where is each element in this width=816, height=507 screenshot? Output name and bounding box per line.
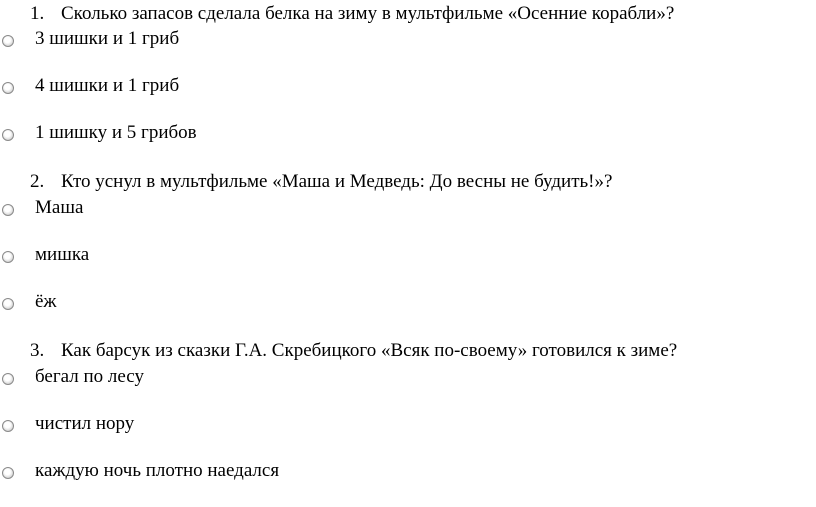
question-number: 2.	[30, 171, 45, 192]
option-label: бегал по лесу	[35, 366, 144, 387]
option-label: чистил нору	[35, 413, 135, 434]
question-number: 3.	[30, 340, 45, 361]
radio-button-icon[interactable]	[2, 298, 14, 310]
option-label: 3 шишки и 1 гриб	[35, 28, 180, 49]
radio-button-icon[interactable]	[2, 35, 14, 47]
radio-button-icon[interactable]	[2, 129, 14, 141]
radio-button-icon[interactable]	[2, 251, 14, 263]
option-label: 1 шишку и 5 грибов	[35, 122, 197, 143]
question-2	[30, 171, 612, 193]
question-number: 1.	[30, 3, 45, 24]
question-text: Как барсук из сказки Г.А. Скребицкого «Всяк по-своему» готовился к зиме?	[61, 340, 678, 361]
question-3	[30, 340, 677, 362]
option-label: мишка	[35, 244, 90, 265]
option-label: каждую ночь плотно наедался	[35, 460, 280, 481]
radio-button-icon[interactable]	[2, 467, 14, 479]
question-text: Сколько запасов сделала белка на зиму в мультфильме «Осенние корабли»?	[61, 3, 675, 24]
radio-button-icon[interactable]	[2, 420, 14, 432]
option-label: ёж	[35, 291, 57, 312]
question-1	[30, 3, 674, 25]
option-label: Маша	[35, 197, 84, 218]
radio-button-icon[interactable]	[2, 373, 14, 385]
radio-button-icon[interactable]	[2, 82, 14, 94]
question-text: Кто уснул в мультфильме «Маша и Медведь: До весны не будить!»?	[61, 171, 613, 192]
radio-button-icon[interactable]	[2, 204, 14, 216]
option-label: 4 шишки и 1 гриб	[35, 75, 180, 96]
